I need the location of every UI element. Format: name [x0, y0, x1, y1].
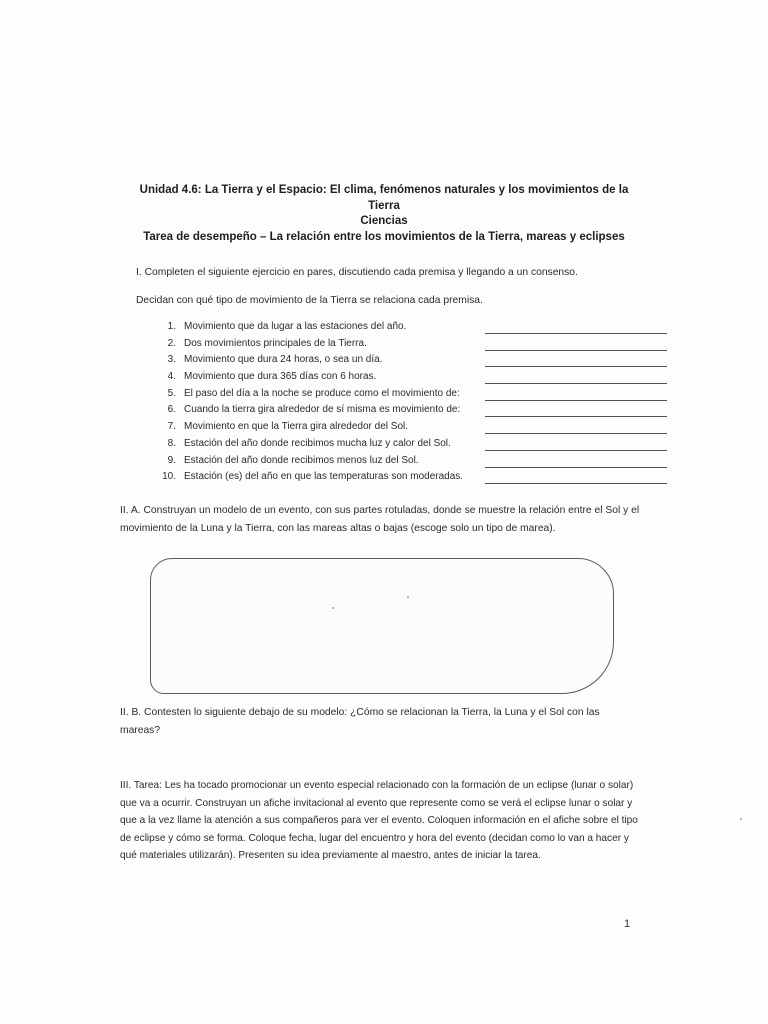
document-header [130, 183, 638, 245]
list-item [150, 352, 670, 369]
item-text: Movimiento que dura 365 días con 6 horas. [184, 371, 377, 383]
section3-task: III. Tarea: Les ha tocado promocionar un evento especial relacionado con la formación de un eclipse (lunar o solar) que va a ocurrir. Construyan un afiche invitacional al evento que represente como se verá el eclipse lunar o solar y que a la vez llame la atención a sus compañeros para ver el evento. Coloquen información en el afiche sobre el tipo de eclipse y cómo se forma. Coloque fecha, lugar del encuentro y hora del evento (decidan como lo van a hacer y qué materiales utilizarán). Presenten su idea previamente al maestro, antes de iniciar la tarea. [120, 780, 638, 862]
section2a-instruction: II. A. Construyan un modelo de un evento, con sus partes rotuladas, donde se muestre la relación entre el Sol y el movimiento de la Luna y la Tierra, con las mareas altas o bajas (escoge solo un tipo de marea). [120, 505, 640, 534]
item-number: 8. [167, 437, 176, 449]
list-item [150, 369, 670, 386]
item-text: Estación del año donde recibimos menos luz del Sol. [184, 454, 419, 466]
item-text: Estación del año donde recibimos mucha luz y calor del Sol. [184, 437, 451, 449]
item-text: Dos movimientos principales de la Tierra. [184, 337, 367, 349]
answer-line[interactable] [485, 333, 667, 334]
page-number: 1 [624, 918, 631, 930]
section1-prompt: Decidan con qué tipo de movimiento de la Tierra se relaciona cada premisa. [136, 295, 483, 306]
header-unit-title: Unidad 4.6: La Tierra y el Espacio: El clima, fenómenos naturales y los movimientos de la [139, 184, 629, 196]
item-number: 10. [162, 471, 176, 483]
list-item [150, 419, 670, 436]
answer-line[interactable] [485, 383, 667, 384]
item-text: Movimiento en que la Tierra gira alrededor del Sol. [184, 421, 409, 433]
item-text: Cuando la tierra gira alrededor de sí misma es movimiento de: [184, 404, 461, 416]
section2b-instruction: II. B. Contesten lo siguiente debajo de su modelo: ¿Cómo se relacionan la Tierra, la Luna y el Sol con las mareas? [120, 707, 600, 736]
section1-instruction: I. Completen el siguiente ejercicio en pares, discutiendo cada premisa y llegando a un consenso. [136, 267, 578, 278]
list-item [150, 319, 670, 336]
answer-line[interactable] [485, 366, 667, 367]
item-number: 9. [167, 454, 176, 466]
header-task-title: Tarea de desempeño – La relación entre los movimientos de la Tierra, mareas y eclipses [143, 230, 625, 243]
item-number: 4. [167, 371, 176, 383]
answer-line[interactable] [485, 467, 667, 468]
answer-line[interactable] [485, 350, 667, 351]
scan-speck [740, 818, 742, 820]
scan-speck [407, 596, 409, 598]
item-number: 5. [167, 387, 176, 399]
header-subject: Ciencias [360, 215, 408, 227]
item-number: 3. [167, 354, 176, 366]
list-item [150, 436, 670, 453]
item-number: 6. [167, 404, 176, 416]
item-number: 1. [167, 321, 176, 332]
answer-line[interactable] [485, 416, 667, 417]
list-item [150, 402, 670, 419]
answer-line[interactable] [485, 400, 667, 401]
answer-line[interactable] [485, 483, 667, 484]
model-drawing-box[interactable] [150, 558, 614, 694]
item-number: 7. [167, 421, 176, 433]
scan-speck [332, 607, 334, 609]
list-item [150, 386, 670, 403]
item-number: 2. [167, 337, 176, 349]
item-text: Estación (es) del año en que las temperaturas son moderadas. [184, 471, 464, 483]
item-text: Movimiento que da lugar a las estaciones del año. [184, 321, 407, 332]
answer-line[interactable] [485, 433, 667, 434]
list-item [150, 336, 670, 353]
item-text: El paso del día a la noche se produce como el movimiento de: [184, 387, 460, 399]
list-item [150, 453, 670, 470]
header-unit-title-continued: Tierra [368, 199, 400, 212]
list-item [150, 469, 670, 486]
premise-list [150, 319, 670, 486]
answer-line[interactable] [485, 450, 667, 451]
item-text: Movimiento que dura 24 horas, o sea un día. [184, 354, 383, 366]
